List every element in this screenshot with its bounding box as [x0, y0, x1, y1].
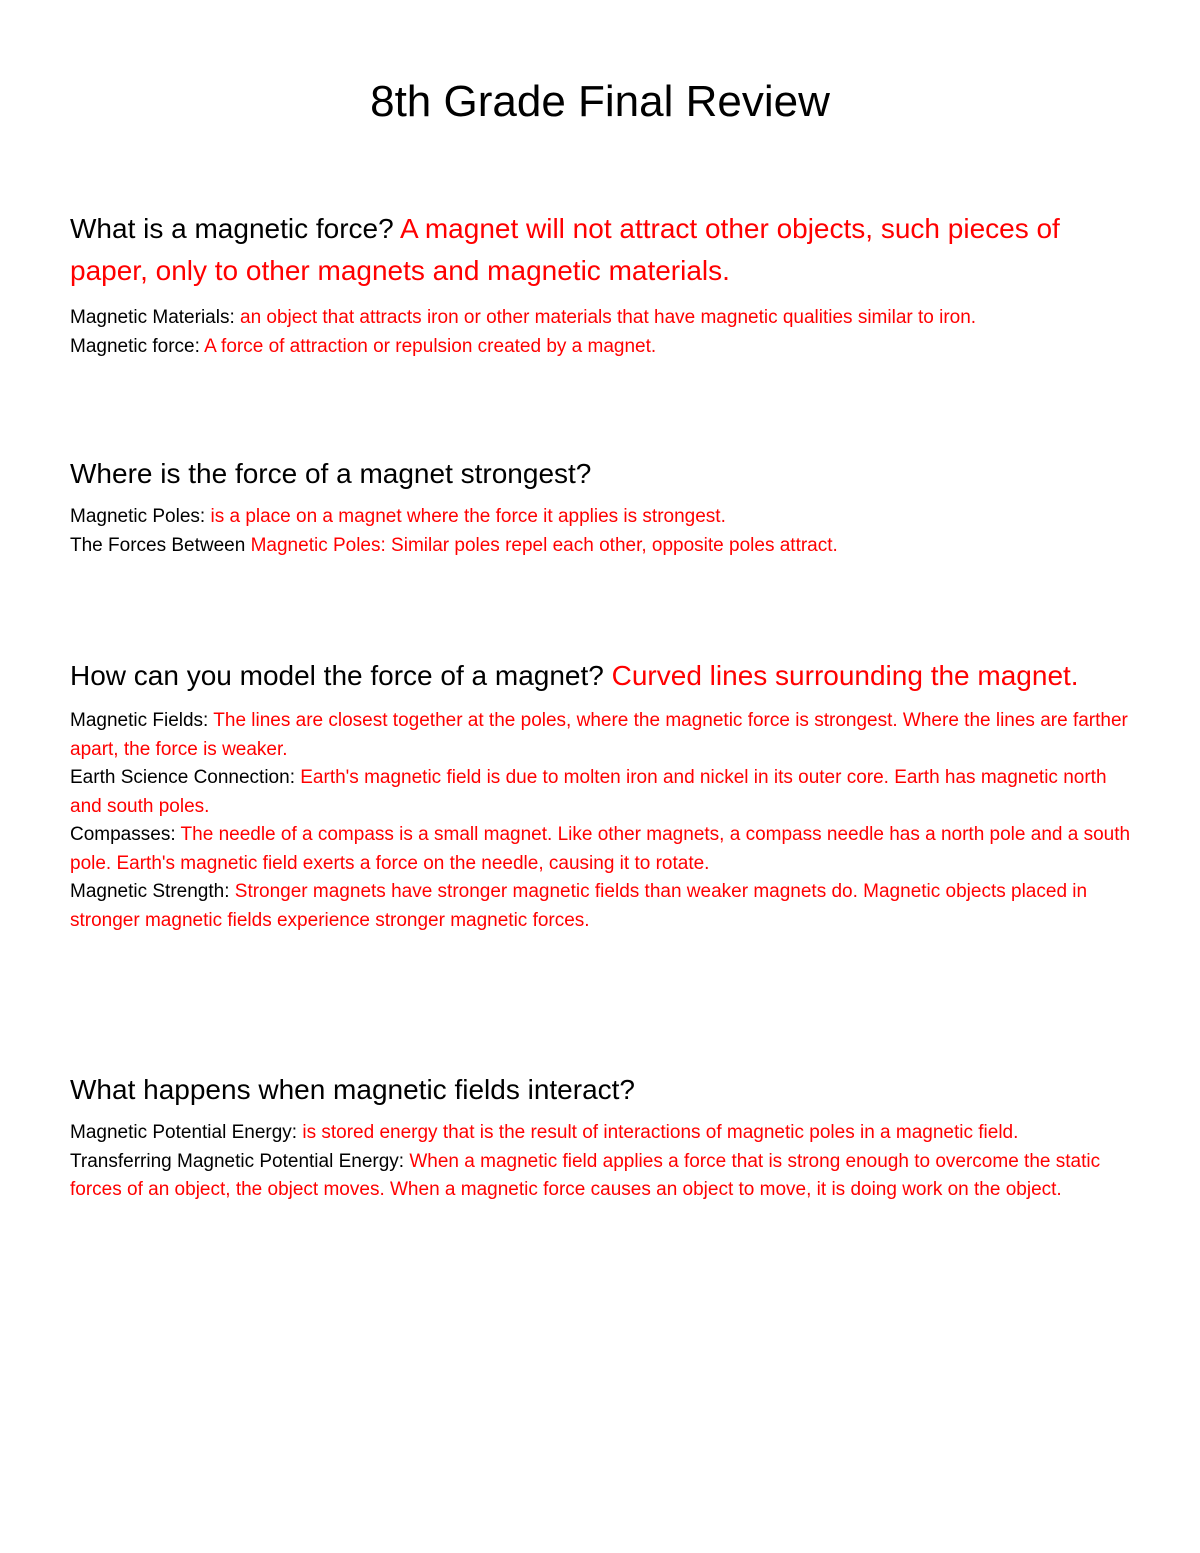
definition-item [70, 1119, 1132, 1148]
section-model-force [70, 655, 1132, 935]
definition-item [70, 1148, 1132, 1205]
definition-item [70, 878, 1132, 935]
definition-list [70, 304, 1132, 361]
section-magnetic-force [70, 208, 1132, 361]
definition-item [70, 304, 1132, 333]
definition-item [70, 333, 1132, 362]
definition-text: Magnetic Poles: Similar poles repel each other, opposite poles attract. [250, 534, 838, 556]
definition-term: Magnetic force: [70, 335, 200, 357]
question-text: What happens when magnetic fields interact? [70, 1074, 635, 1105]
definition-term: Transferring Magnetic Potential Energy: [70, 1150, 405, 1172]
definition-item [70, 532, 1132, 561]
definition-term: Magnetic Strength: [70, 881, 230, 902]
definition-term: Magnetic Fields: [70, 710, 209, 731]
definition-list [70, 1119, 1132, 1205]
answer-text: Curved lines surrounding the magnet. [611, 660, 1079, 691]
definition-text: is stored energy that is the result of interactions of magnetic poles in a magnetic field. [302, 1122, 1019, 1143]
definition-text: When a magnetic field applies a force that is strong enough to overcome the static forces of an object, the object moves. When a magnetic force causes an object to move, it is doing work on the object. [70, 1150, 1101, 1200]
document-title: 8th Grade Final Review [370, 77, 830, 126]
definition-term: Earth Science Connection: [70, 767, 295, 788]
section-fields-interact [70, 1069, 1132, 1205]
definition-text: an object that attracts iron or other materials that have magnetic qualities similar to iron. [240, 307, 977, 328]
question-text: Where is the force of a magnet strongest? [70, 458, 592, 489]
definition-text: The needle of a compass is a small magnet. Like other magnets, a compass needle has a north pole and a south pole. Earth's magnetic field exerts a force on the needle, causing it to rotate. [70, 824, 1131, 874]
question [70, 655, 1132, 697]
definition-text: Earth's magnetic field is due to molten iron and nickel in its outer core. Earth has magnetic north and south poles. [70, 767, 1107, 817]
definition-list [70, 707, 1132, 935]
question [70, 1069, 1132, 1111]
section-magnet-strongest [70, 453, 1132, 560]
definition-list [70, 503, 1132, 560]
definition-text: The lines are closest together at the poles, where the magnetic force is strongest. Where the lines are farther apart, the force is weaker. [70, 710, 1128, 760]
definition-term: The Forces Between [70, 534, 246, 556]
definition-term: Magnetic Poles: [70, 506, 206, 527]
definition-item [70, 707, 1132, 764]
definition-item [70, 764, 1132, 821]
question [70, 453, 1132, 495]
definition-item [70, 503, 1132, 532]
definition-text: is a place on a magnet where the force it applies is strongest. [210, 506, 726, 527]
question-text: What is a magnetic force? [70, 213, 394, 244]
question [70, 208, 1132, 292]
definition-item [70, 821, 1132, 878]
answer-text: A magnet will not attract other objects, such pieces of paper, only to other magnets and magnetic materials. [70, 213, 1060, 286]
question-text: How can you model the force of a magnet? [70, 660, 604, 691]
definition-term: Compasses: [70, 824, 176, 845]
definition-term: Magnetic Materials: [70, 307, 235, 328]
definition-text: A force of attraction or repulsion created by a magnet. [204, 335, 657, 357]
definition-text: Stronger magnets have stronger magnetic fields than weaker magnets do. Magnetic objects placed in stronger magnetic fields experience stronger magnetic forces. [70, 881, 1088, 931]
definition-term: Magnetic Potential Energy: [70, 1122, 298, 1143]
